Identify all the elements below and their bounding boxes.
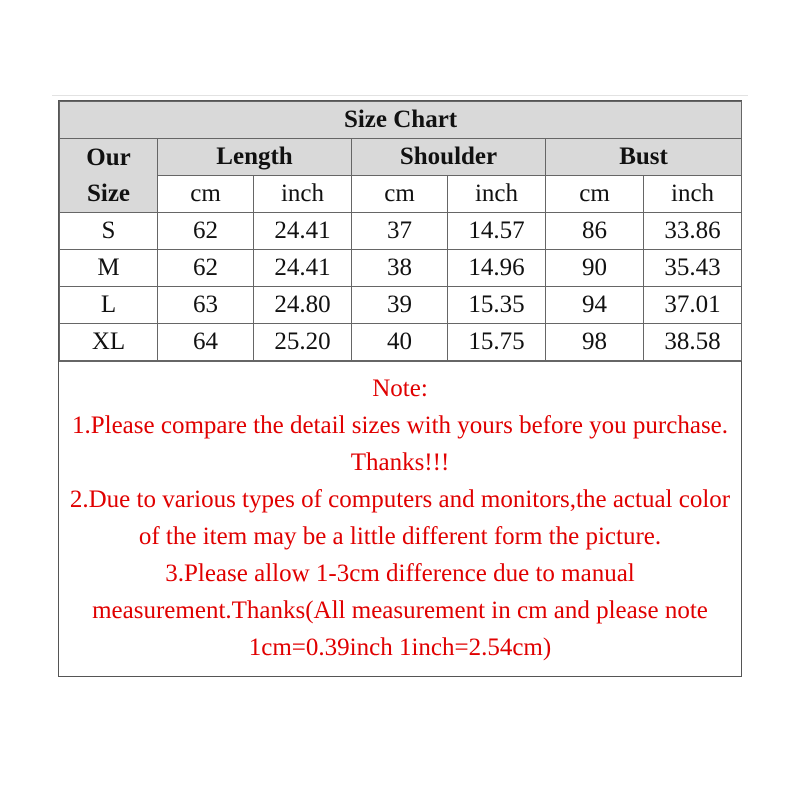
shoulder-inch: 14.57 <box>448 213 546 250</box>
size-chart <box>58 100 742 677</box>
title-row <box>60 102 742 139</box>
length-cm: 62 <box>158 213 254 250</box>
length-inch: 25.20 <box>254 324 352 361</box>
bust-inch: 33.86 <box>644 213 742 250</box>
length-inch: 24.41 <box>254 213 352 250</box>
length-cm: 62 <box>158 250 254 287</box>
note-box <box>59 361 741 676</box>
table-row <box>60 324 742 361</box>
size-label: XL <box>60 324 158 361</box>
chart-title: Size Chart <box>60 102 742 139</box>
bust-cm: 86 <box>546 213 644 250</box>
shoulder-cm: 37 <box>352 213 448 250</box>
size-table <box>59 101 742 361</box>
note-item-1: 1.Please compare the detail sizes with yours before you purchase. Thanks!!! <box>71 412 729 476</box>
size-label: M <box>60 250 158 287</box>
our-size-header <box>60 139 158 213</box>
bust-cm: 98 <box>546 324 644 361</box>
unit-shoulder-inch: inch <box>448 176 546 213</box>
unit-bust-cm: cm <box>546 176 644 213</box>
bust-cm: 94 <box>546 287 644 324</box>
shoulder-cm: 40 <box>352 324 448 361</box>
shoulder-header: Shoulder <box>352 139 546 176</box>
table-row <box>60 213 742 250</box>
size-label: L <box>60 287 158 324</box>
length-inch: 24.41 <box>254 250 352 287</box>
size-label: S <box>60 213 158 250</box>
bust-cm: 90 <box>546 250 644 287</box>
bust-header: Bust <box>546 139 742 176</box>
unit-bust-inch: inch <box>644 176 742 213</box>
unit-length-inch: inch <box>254 176 352 213</box>
note-heading: Note: <box>372 375 428 402</box>
length-inch: 24.80 <box>254 287 352 324</box>
group-header-row <box>60 139 742 176</box>
shoulder-inch: 15.75 <box>448 324 546 361</box>
bust-inch: 38.58 <box>644 324 742 361</box>
shoulder-cm: 38 <box>352 250 448 287</box>
length-header: Length <box>158 139 352 176</box>
shoulder-cm: 39 <box>352 287 448 324</box>
our-size-line2: Size <box>86 179 131 207</box>
unit-shoulder-cm: cm <box>352 176 448 213</box>
table-row <box>60 250 742 287</box>
note-item-3: 3.Please allow 1-3cm difference due to manual measurement.Thanks(All measurement in cm and please note 1cm=0.39inch 1inch=2.54cm) <box>92 560 708 661</box>
shoulder-inch: 14.96 <box>448 250 546 287</box>
our-size-line1: Our <box>86 143 131 171</box>
length-cm: 63 <box>158 287 254 324</box>
length-cm: 64 <box>158 324 254 361</box>
shoulder-inch: 15.35 <box>448 287 546 324</box>
bust-inch: 35.43 <box>644 250 742 287</box>
note-item-2: 2.Due to various types of computers and monitors,the actual color of the item may be a little different form the picture. <box>69 486 731 550</box>
table-row <box>60 287 742 324</box>
unit-length-cm: cm <box>158 176 254 213</box>
bust-inch: 37.01 <box>644 287 742 324</box>
unit-header-row <box>60 176 742 213</box>
